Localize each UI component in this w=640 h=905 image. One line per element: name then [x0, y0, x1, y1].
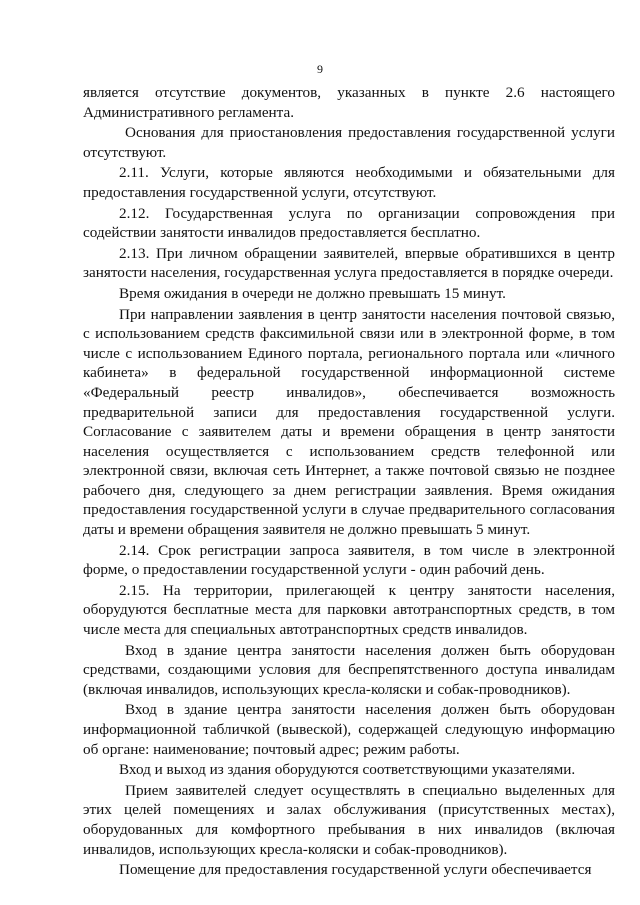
paragraph-entrance-exit-signs: Вход и выход из здания оборудуются соответствующими указателями. — [119, 761, 576, 779]
paragraph-2-12: 2.12. Государственная услуга по организации сопровождения при содействии занятости инвалидов предоставляется бесплатно. — [83, 204, 615, 242]
page-number: 9 — [317, 62, 323, 76]
document-body — [83, 83, 615, 881]
paragraph-reception-premises: Прием заявителей следует осуществлять в специально выделенных для этих целей помещениях и залах обслуживания (присутственных местах), оборудованных для комфортного пребывания в них инвалидов (включая инвалидов, использующих кресла-коляски и собак-проводников). — [83, 781, 615, 858]
paragraph-pre-registration: При направлении заявления в центр занятости населения почтовой связью, с использованием средств факсимильной связи или в электронной форме, в том числе с использованием Единого портала, регионального портала или «личного кабинета» в федеральной государственной информационной системе «Федеральный реестр инвалидов», обеспечивается возможность предварительной записи для предоставления государственной услуги. Согласование с заявителем даты и времени обращения в центр занятости населения осуществляется с использованием средств телефонной или электронной связи, включая сеть Интернет, а также почтовой связью не позднее рабочего дня, следующего за днем регистрации заявления. Время ожидания предоставления государственной услуги в случае предварительного согласования даты и времени обращения заявителя не должно превышать 5 минут. — [83, 305, 615, 539]
paragraph-premises-provision: Помещение для предоставления государственной услуги обеспечивается — [119, 861, 592, 879]
paragraph-2-11: 2.11. Услуги, которые являются необходимыми и обязательными для предоставления государственной услуги, отсутствуют. — [83, 164, 615, 201]
paragraph-entrance-sign: Вход в здание центра занятости населения должен быть оборудован информационной табличкой (вывеской), содержащей следующую информацию об органе: наименование; почтовый адрес; режим работы. — [83, 701, 615, 758]
paragraph-suspension-grounds: Основания для приостановления предоставления государственной услуги отсутствуют. — [83, 124, 615, 161]
paragraph-2-15: 2.15. На территории, прилегающей к центру занятости населения, оборудуются бесплатные места для парковки автотранспортных средств, в том числе места для специальных автотранспортных средств инвалидов. — [83, 581, 615, 639]
paragraph-2-14: 2.14. Срок регистрации запроса заявителя, в том числе в электронной форме, о предоставлении государственной услуги - один рабочий день. — [83, 541, 615, 579]
paragraph-entrance-accessibility: Вход в здание центра занятости населения должен быть оборудован средствами, создающими условия для беспрепятственного доступа инвалидам (включая инвалидов, использующих кресла-коляски и собак-проводников). — [83, 641, 615, 698]
paragraph-waiting-time: Время ожидания в очереди не должно превышать 15 минут. — [119, 284, 506, 302]
paragraph-2-13: 2.13. При личном обращении заявителей, впервые обратившихся в центр занятости населения, государственная услуга предоставляется в порядке очереди. — [83, 244, 615, 282]
paragraph-continuation: является отсутствие документов, указанных в пункте 2.6 настоящего Административного регламента. — [83, 84, 615, 121]
